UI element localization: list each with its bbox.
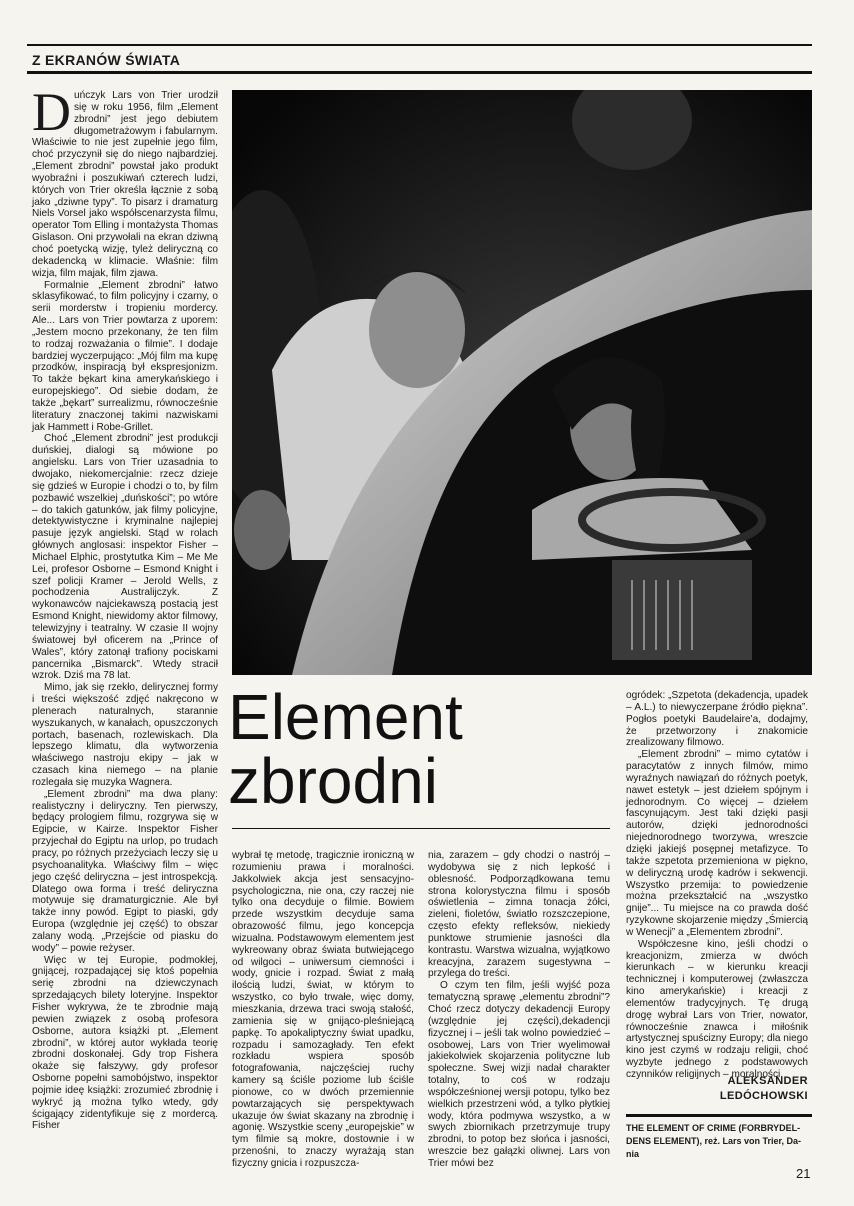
paragraph: O czym ten film, jeśli wyjść poza tematyczną sprawę „elementu zbrodni”? Choć rzecz dotyczy dekadencji Europy (względnie jej części),dekadencji fizycznej i – jeśli tak wolno powiedzieć – osobowej, Lars von Trier wyelimował jakiekolwiek skojarzenia polityczne lub społeczne. Swej wizji nadał charakter totalny, to coś w rodzaju współcześnionej wersji potopu, tylko bez wielkich przestrzeni wód, a tylko płytkiej wody, która podmywa wszystko, a w swych zbiornikach przetrzymuje trupy zbrodni, to potop bez słońca i jasności, wreszcie bez gałązki oliwnej. Lars von Trier mówi bez — [428, 980, 610, 1169]
author-first-name: ALEKSANDER — [727, 1075, 808, 1087]
credit-line: nia — [626, 1149, 640, 1159]
drop-cap: D — [32, 82, 71, 142]
section-rule — [27, 71, 812, 74]
paragraph: wybrał tę metodę, tragicznie ironiczną w rozumieniu prawa i moralności. Jakkolwiek akcja jest sensacyjno-psychologiczna, nie ona, czy raczej nie tylko ona decyduje o filmie. Bowiem przede wszystkim decyduje sama obrazowość filmu, jego koncepcja wizualna. Podstawowym elementem jest wykreowany obraz świata butwiejącego od wilgoci – uniwersum ciemności i wody, gnicie i rozpad. Świat z małą ilością ludzi, świat, w którym to wszystko, co było trwałe, więc domy, mieszkania, drzewa traci swoją stałość, zamienia się w gnijąco-pleśniejącą papkę. To apokaliptyczny świat upadku, rozpadu i samozagłady. Ten efekt rozkładu wspiera sposób fotografowania, najczęściej ruchy kamery są ściśle poziome lub ściśle pionowe, co w dwóch przemiennie powtarzających się perspektywach ukazuje ów świat skazany na zbrodnię i agonię. Wszystkie sceny „europejskie” w tym filmie są mokre, dostownie i w przenośni, to znaczy wyrażają stan fizyczny gnicia i rozpuszcza- — [232, 850, 414, 1169]
paragraph: „Element zbrodni” – mimo cytatów i paracytatów z innych filmów, mimo wyraźnych nawiązań do różnych poetyk, nawet estetyk – jest dziełem spójnym i jednorodnym. Co więcej – dziełem fascynującym. Jest taki dzięki pasji autorów, dzięki jednorodności niejednorodnego tworzywa, wreszcie dzięki jakiejś posępnej metafizyce. To także szpetota przemieniona w piękno, w deliryczną urodę kadrów i sekwencji. Wszystko przemija: to powiedzenie można przekształcić na „wszystko gnije”... Tu miejsce na co prawda dość ryzykowne skojarzenie między „Śmiercią w Wenecji” a „Elementem zbrodni”. — [626, 749, 808, 938]
top-rule — [27, 44, 812, 46]
paragraph: Mimo, jak się rzekło, delirycznej formy i treści większość zdjęć nakręcono w plenerach naturalnych, starannie wyszukanych, w kanałach, opuszczonych portach, basenach, rozlewiskach. Dla lepszego klimatu, dla wytworzenia właściwego nastroju ekipy – jak w czasach kina niemego – na planie rozlegała się muzyka Wagnera. — [32, 682, 218, 788]
title-rule — [232, 828, 610, 829]
paragraph: Duńczyk Lars von Trier urodził się w roku 1956, film „Element zbrodni” jest jego debiutem długometrażowym i fabularnym. Właściwie to nie jest zupełnie jego film, choć przyczynił się do niego najbardziej. „Element zbrodni” powstał jako produkt wyobraźni i poszukiwań czterech ludzi, których von Trier określa łącznie z sobą jako „dziwne typy”. To pisarz i dramaturg Niels Vorsel jako współscenarzysta filmu, operator Tom Elling i montażysta Thomas Gislason. Oni przywołali na ekran dziwną choć poetycką wizję, tyleż deliryczną co dekadencką w klimacie. Właśnie: film wizja, film majak, film zjawa. — [32, 82, 218, 279]
credit-rule — [626, 1114, 812, 1117]
section-label: Z EKRANÓW ŚWIATA — [32, 52, 181, 68]
paragraph: Więc w tej Europie, podmokłej, gnijącej, rozpadającej się ktoś popełnia serię zbrodni na dziewczynach sprzedających bilety loteryjne. Inspektor Fisher wykrywa, że te zbrodnie mają pewien związek z osobą profesora Osborne, autora książki pt. „Element zbrodni”, w której autor wykłada teorię zbrodni doskonałej. Gdy trop Fishera okaże się fałszywy, gdy profesor Osborne popełni samobójstwo, inspektor pojmie ideę książki: zrozumieć zbrodnię i wykryć ją można tylko wtedy, gdy ścigający zidentyfikuje się z mordercą. Fisher — [32, 954, 218, 1132]
film-still-photo — [232, 90, 812, 675]
credit-line: THE ELEMENT OF CRIME (FORBRYDEL- — [626, 1123, 801, 1133]
article-title: Element zbrodni — [228, 681, 463, 817]
paragraph: „Element zbrodni” ma dwa plany: realistyczny i deliryczny. Ten pierwszy, będący prologiem filmu, rozgrywa się w Egipcie, w Kairze. Inspektor Fisher przyjechał do Egiptu na urlop, po trudach pracy, po różnych przeżyciach leczy się u psychoanalityka. Właściwy film – więc jego część deliryczna – jest introspekcją. Dlatego owa forma i treść deliryczna motywuje się dramaturgicznie. Ale był także inny powód. Egipt to piaski, gdy Europa (względnie jej część) to obszar zalany wodą. „Przejście od piasku do wody” – powie reżyser. — [32, 788, 218, 954]
article-column-2 — [232, 850, 414, 1170]
film-credit — [626, 1122, 812, 1161]
article-column-1 — [32, 82, 218, 1132]
paragraph: Współczesne kino, jeśli chodzi o kreacjonizm, zmierza w dwóch kierunkach – w kierunku kreacji technicznej i komputerowej (zwłaszcza kino amerykańskie) i kreacji z elementów tradycyjnych. Tę drugą drogę wybrał Lars von Trier, nowator, równocześnie znawca i miłośnik artystycznej spuścizny Europy; dla niego kino jest czymś w rodzaju religii, choć wyzbyte jednego z podstawowych czynników religijnych – moralności. — [626, 938, 808, 1080]
author-byline — [630, 1074, 808, 1104]
page-number: 21 — [796, 1166, 811, 1181]
credit-line: DENS ELEMENT), reż. Lars von Trier, Da- — [626, 1136, 802, 1146]
article-column-4 — [626, 690, 808, 1081]
paragraph: nia, zarazem – gdy chodzi o nastrój – wydobywa się z nich lepkość i oblesność. Podporządkowana temu strona kolorystyczna filmu i sposób oświetlenia – zimna tonacja żółci, zieleni, fioletów, światło rozszczepione, często efekty refleksów, niekiedy punktowe strumienie jasności dla kontrastu. Warstwa wizualna, wyjątkowo kreacyjna, zarazem sugestywna – przylega do treści. — [428, 850, 610, 980]
paragraph: Choć „Element zbrodni” jest produkcji duńskiej, dialogi są mówione po angielsku. Lars von Trier uzasadnia to dwojako, niekomercjalnie: rzecz dzieje się gdzieś w Europie i chodzi o to, by film pozbawić wszelkiej „duńskości”; po wtóre – do takich gatunków, jak filmy policyjne, detektywistyczne i kryminalne najlepiej pasuje język angielski. Stąd w rolach głównych anglosasi: inspektor Fisher – Michael Elphic, prostytutka Kim – Me Me Lei, profesor Osborne – Esmond Knight i szef policji Kramer – Jerold Wells, z pochodzenia Australijczyk. Z wykonawców najciekawszą postacią jest Esmond Knight, niewidomy aktor filmowy, telewizyjny i teatralny. W czasie II wojny światowej był oficerem na „Prince of Wales”, który zatonął trafiony pociskami pancernika „Bismarck”. Wtedy stracił wzrok. Dziś ma 78 lat. — [32, 433, 218, 682]
article-column-3 — [428, 850, 610, 1170]
paragraph: Formalnie „Element zbrodni” łatwo sklasyfikować, to film policyjny i czarny, o serii morderstw i tropieniu mordercy. Ale... Lars von Trier powtarza z uporem: „Jestem mocno przekonany, że ten film to rodzaj rozważania o filmie”. I dodaje bardziej wyczerpująco: „Mój film ma kupę przodków, inspiracją był ekspresjonizm. To także bękart kina amerykańskiego i europejskiego”. Od siebie dodam, że także „bękart” surrealizmu, równocześnie literatury znaczonej takimi nazwiskami jak Hammett i Robe-Grillet. — [32, 279, 218, 433]
paragraph: ogródek: „Szpetota (dekadencja, upadek – A.L.) to niewyczerpane źródło piękna”. Pogłos poetyki Baudelaire'a, dodajmy, że przetworzony i znakomicie zrealizowany filmowo. — [626, 690, 808, 749]
author-last-name: LEDÓCHOWSKI — [719, 1090, 808, 1102]
